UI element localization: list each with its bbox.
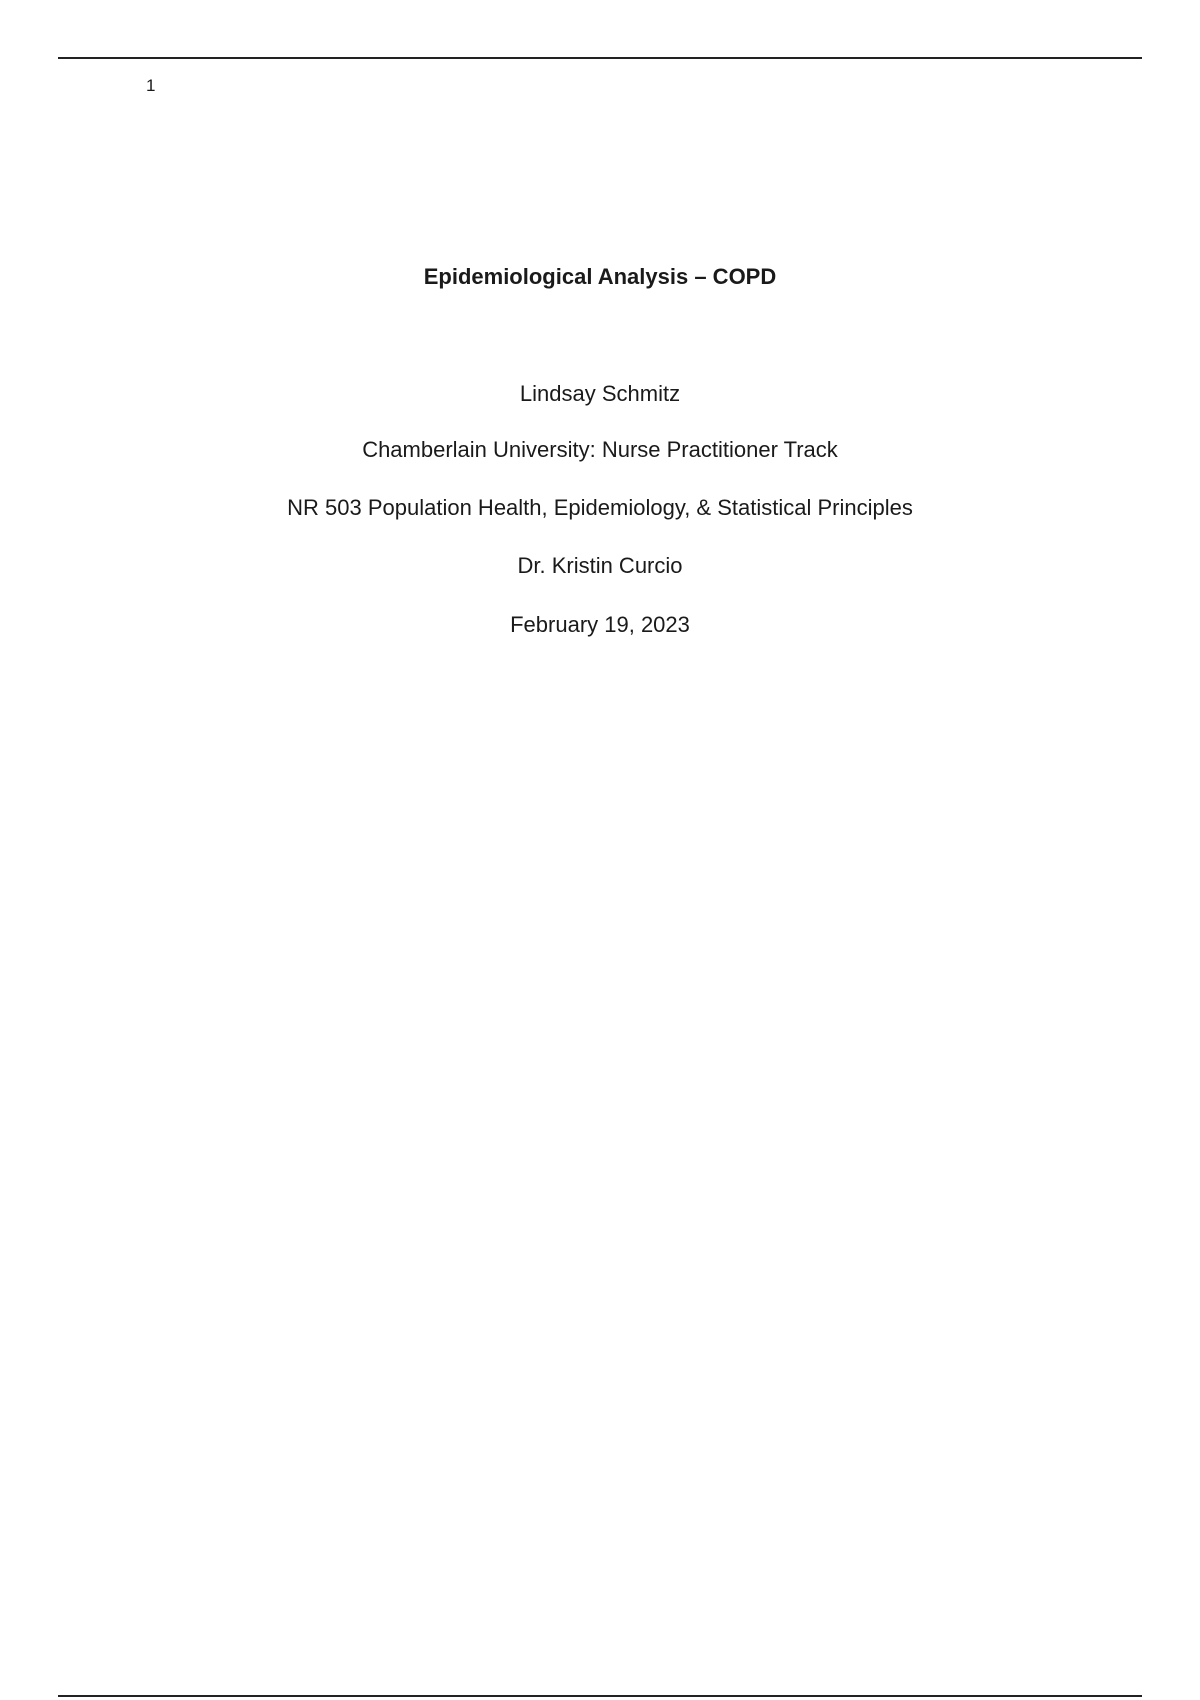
instructor-name: Dr. Kristin Curcio	[517, 553, 683, 578]
footer-rule	[58, 1695, 1142, 1697]
submission-date: February 19, 2023	[510, 612, 690, 637]
header-rule	[58, 57, 1142, 59]
page-number: 1	[146, 76, 156, 95]
course-name: NR 503 Population Health, Epidemiology, & Statistical Principles	[287, 495, 913, 520]
page-title: Epidemiological Analysis – COPD	[423, 264, 777, 289]
author-name: Lindsay Schmitz	[519, 381, 681, 406]
institution-name: Chamberlain University: Nurse Practitioner Track	[362, 437, 838, 462]
